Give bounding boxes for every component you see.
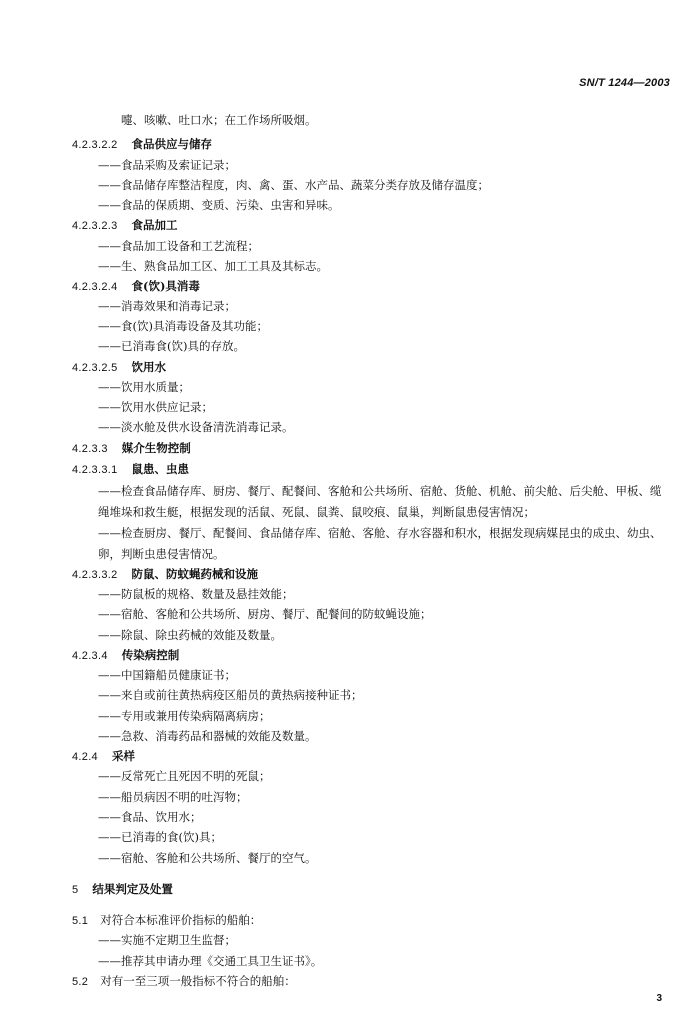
clause-heading <box>0 217 698 234</box>
clause-heading <box>0 136 698 153</box>
clause-number: 4.2.4 <box>72 751 98 763</box>
list-item <box>0 789 698 805</box>
clause-heading <box>0 359 698 376</box>
clause-number: 4.2.3.4 <box>72 650 108 662</box>
clause-line <box>0 912 698 929</box>
list-item <box>0 687 698 703</box>
clause-title: 传染病控制 <box>121 648 180 662</box>
line-text: ——急救、消毒药品和器械的效能及数量。 <box>98 729 317 743</box>
clause-number: 4.2.3.2.2 <box>72 139 118 151</box>
section-number: 5 <box>72 884 79 896</box>
clause-heading <box>0 461 698 478</box>
clause-title: 防鼠、防蚊蝇药械和设施 <box>131 567 259 581</box>
line-text: ——反常死亡且死因不明的死鼠； <box>98 769 271 783</box>
list-item <box>0 728 698 744</box>
standard-code-header: SN/T 1244—2003 <box>579 77 670 89</box>
clause-number: 4.2.3.2.3 <box>72 220 118 232</box>
section-title: 结果判定及处置 <box>92 882 173 896</box>
list-item <box>0 399 698 415</box>
list-item <box>0 667 698 683</box>
clause-number: 5.1 <box>72 915 89 927</box>
line-text: ——淡水舱及供水设备清洗消毒记录。 <box>98 420 294 434</box>
line-text: ——推荐其申请办理《交通工具卫生证书》。 <box>98 954 323 968</box>
clause-title: 食(饮)具消毒 <box>131 279 200 293</box>
list-item <box>0 586 698 602</box>
list-item <box>0 932 698 948</box>
line-text: ——检查食品储存库、厨房、餐厅、配餐间、客舱和公共场所、宿舱、货舱、机舱、前尖舱、后尖舱、甲板、缆绳堆垛和救生艇，根据发现的活鼠、死鼠、鼠粪、鼠咬痕、鼠巢，判断鼠患侵害情况； <box>98 484 662 519</box>
list-item <box>0 338 698 354</box>
line-text: ——防鼠板的规格、数量及悬挂效能； <box>98 587 294 601</box>
list-item <box>0 157 698 173</box>
line-text: ——已消毒食(饮)具的存放。 <box>98 339 245 353</box>
line-text: ——食品采购及索证记录； <box>98 158 236 172</box>
clause-line <box>0 973 698 990</box>
line-text: 嚏、咳嗽、吐口水；在工作场所吸烟。 <box>121 113 317 127</box>
clause-number: 4.2.3.2.5 <box>72 362 118 374</box>
clause-text: 对有一至三项一般指标不符合的船舶： <box>100 974 296 988</box>
list-item <box>0 298 698 314</box>
clause-title: 食品供应与储存 <box>131 137 213 151</box>
line-text: ——生、熟食品加工区、加工工具及其标志。 <box>98 259 328 273</box>
list-item <box>0 419 698 435</box>
line-text: ——食品、饮用水； <box>98 810 202 824</box>
list-item <box>0 606 698 622</box>
list-item <box>0 197 698 213</box>
line-text: ——消毒效果和消毒记录； <box>98 299 236 313</box>
line-text: ——专用或兼用传染病隔离病房； <box>98 709 271 723</box>
clause-heading <box>0 748 698 765</box>
list-item <box>0 953 698 969</box>
clause-title: 饮用水 <box>131 360 167 374</box>
list-item <box>0 177 698 193</box>
clause-title: 采样 <box>111 749 135 763</box>
line-text: ——宿舱、客舱和公共场所、厨房、餐厅、配餐间的防蚊蝇设施； <box>98 607 432 621</box>
line-text: ——除鼠、除虫药械的效能及数量。 <box>98 628 282 642</box>
list-item <box>0 809 698 825</box>
line-text: ——检查厨房、餐厅、配餐间、食品储存库、宿舱、客舱、存水容器和积水，根据发现病媒昆虫的成虫、幼虫、卵，判断虫患侵害情况。 <box>98 526 662 561</box>
clause-heading <box>0 566 698 583</box>
line-text: ——食品加工设备和工艺流程； <box>98 239 259 253</box>
clause-number: 4.2.3.2.4 <box>72 281 118 293</box>
list-item <box>0 829 698 845</box>
list-item <box>98 481 670 523</box>
list-item <box>0 379 698 395</box>
line-text: ——实施不定期卫生监督； <box>98 933 236 947</box>
clause-heading <box>0 278 698 295</box>
line-text: ——饮用水供应记录； <box>98 400 213 414</box>
list-item <box>0 238 698 254</box>
clause-number: 4.2.3.3 <box>72 443 108 455</box>
line-text: ——船员病因不明的吐泻物； <box>98 790 248 804</box>
body-line <box>0 112 698 128</box>
clause-number: 4.2.3.3.1 <box>72 464 118 476</box>
clause-title: 媒介生物控制 <box>121 441 191 455</box>
list-item <box>0 627 698 643</box>
clause-title: 鼠患、虫患 <box>131 462 190 476</box>
list-item <box>0 768 698 784</box>
clause-heading <box>0 647 698 664</box>
clause-title: 食品加工 <box>131 218 178 232</box>
line-text: ——中国籍船员健康证书； <box>98 668 236 682</box>
line-text: ——已消毒的食(饮)具； <box>98 830 222 844</box>
list-item <box>0 258 698 274</box>
line-text: ——来自或前往黄热病疫区船员的黄热病接种证书； <box>98 688 363 702</box>
clause-text: 对符合本标准评价指标的船舶： <box>100 913 262 927</box>
clause-number: 5.2 <box>72 976 89 988</box>
clause-heading <box>0 440 698 457</box>
list-item <box>98 523 670 565</box>
line-text: ——食品储存库整洁程度，肉、禽、蛋、水产品、蔬菜分类存放及储存温度； <box>98 178 489 192</box>
line-text: ——食(饮)具消毒设备及其功能； <box>98 319 268 333</box>
clause-number: 4.2.3.3.2 <box>72 569 118 581</box>
line-text: ——食品的保质期、变质、污染、虫害和异味。 <box>98 198 340 212</box>
section-heading <box>0 881 698 898</box>
line-text: ——宿舱、客舱和公共场所、餐厅的空气。 <box>98 851 317 865</box>
list-item <box>0 850 698 866</box>
page-number: 3 <box>656 993 662 1004</box>
line-text: ——饮用水质量； <box>98 380 190 394</box>
list-item <box>0 318 698 334</box>
list-item <box>0 708 698 724</box>
